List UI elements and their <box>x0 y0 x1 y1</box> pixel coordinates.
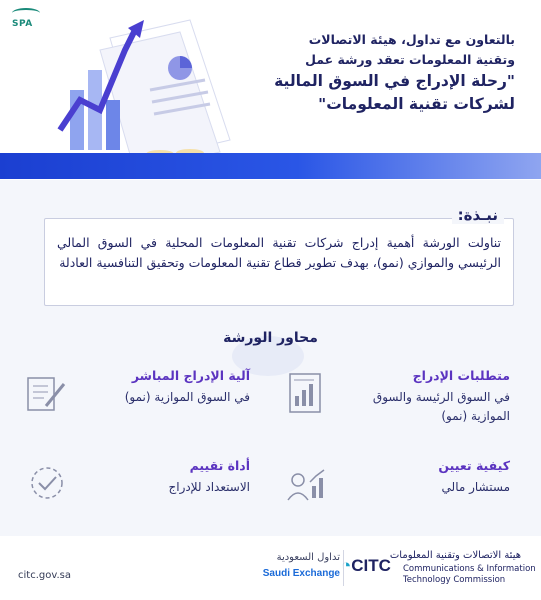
axis-title-4: أداة تقييم <box>189 458 250 473</box>
axis-title-3: كيفية تعيين <box>438 458 510 473</box>
citc-arabic: هيئة الاتصالات وتقنية المعلومات <box>389 550 521 561</box>
check-gauge-icon <box>24 460 70 506</box>
axis-card-readiness-tool <box>20 458 250 528</box>
axis-desc-4: الاستعداد للإدراج <box>168 480 250 494</box>
citc-logo <box>341 548 536 592</box>
citc-english-2: Technology Commission <box>403 575 506 585</box>
axis-desc-2: في السوق الموازية (نمو) <box>124 390 250 404</box>
axis-title-1: متطلبات الإدراج <box>412 368 510 383</box>
saudi-exchange-english: Saudi Exchange <box>262 568 340 579</box>
saudi-exchange-arabic: تداول السعودية <box>276 552 340 563</box>
axis-title-2: آلية الإدراج المباشر <box>131 368 250 383</box>
hero-main-2: لشركات تقنية المعلومات" <box>318 95 515 113</box>
hero-line-2: وتقنية المعلومات تعقد ورشة عمل <box>305 52 515 67</box>
hero-line-1: بالتعاون مع تداول، هيئة الاتصالات <box>308 32 515 47</box>
saudi-exchange-logo <box>240 550 340 588</box>
hero-main-1: "رحلة الإدراج في السوق المالية <box>274 72 515 90</box>
axis-card-listing-requirements <box>280 368 510 438</box>
footer <box>0 536 541 600</box>
axis-desc-3: مستشار مالي <box>441 480 510 494</box>
pen-document-icon <box>24 370 70 416</box>
citc-logo-mark: ◔CITC <box>341 556 391 575</box>
website-link[interactable]: citc.gov.sa <box>18 570 71 581</box>
advisor-chart-icon <box>284 460 330 506</box>
hero-blue-bar <box>0 153 541 179</box>
brief-label: نبـذة: <box>452 206 504 224</box>
axes-title: محاور الورشة <box>0 330 541 346</box>
hero-section <box>0 0 541 180</box>
axis-card-direct-listing <box>20 368 250 438</box>
axis-card-financial-advisor <box>280 458 510 528</box>
spa-logo: SPA <box>12 8 48 34</box>
chart-document-icon <box>284 370 330 416</box>
citc-english-1: Communications & Information <box>403 564 536 574</box>
hero-title <box>225 30 515 116</box>
axis-desc-1: في السوق الرئيسة والسوق الموازية (نمو) <box>372 390 510 423</box>
brief-box: تناولت الورشة أهمية إدراج شركات تقنية المعلومات المحلية في السوق المالي الرئيسي والموازي (نمو)، بهدف تطوير قطاع تقنية المعلومات وتحقيق التنافسية العادلة <box>44 218 514 306</box>
